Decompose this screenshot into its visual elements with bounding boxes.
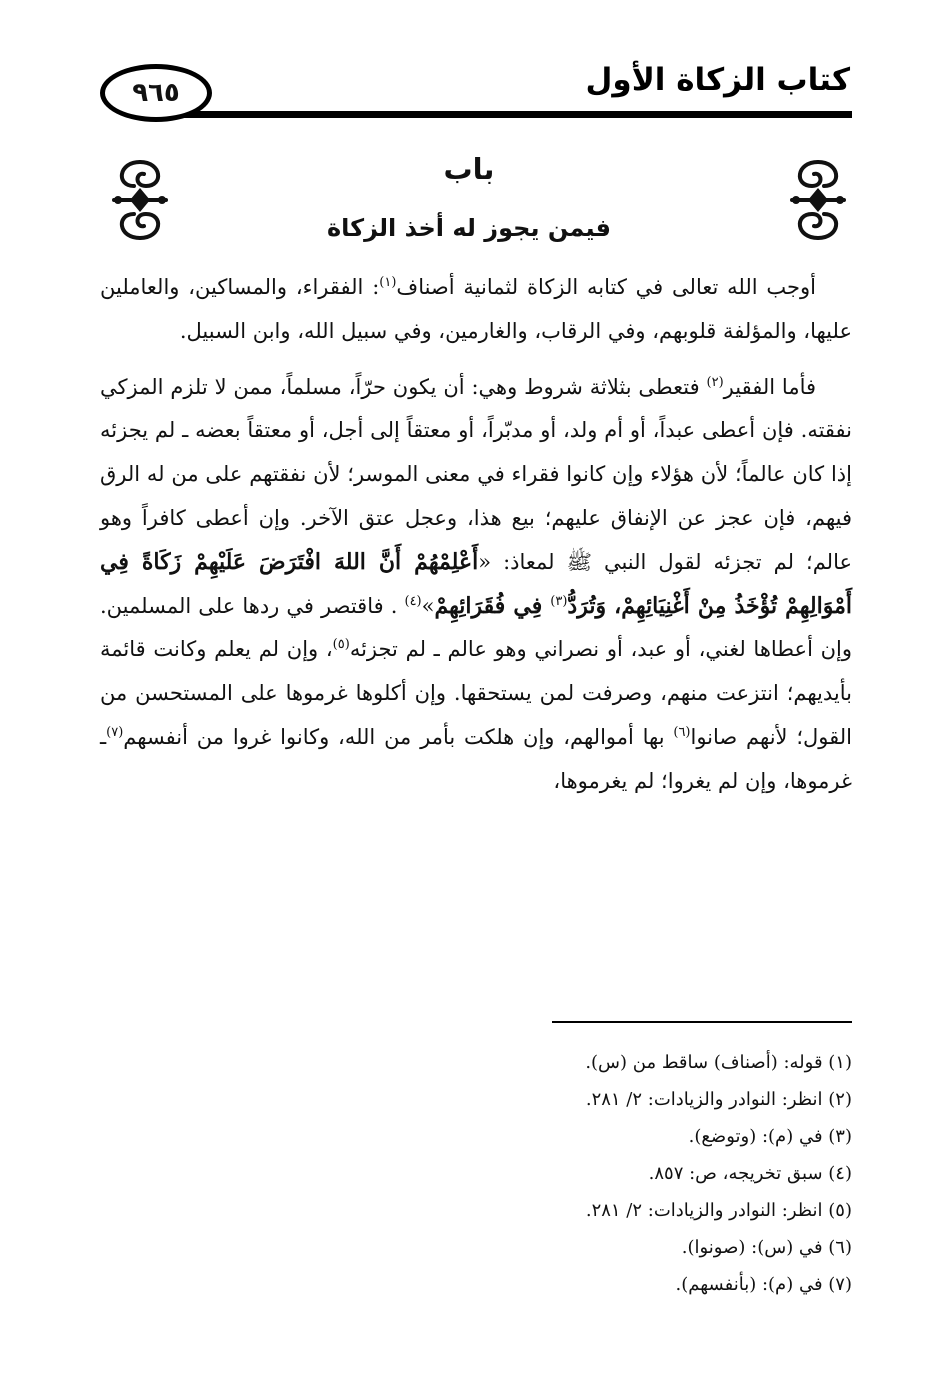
hadith-quote: أَعْلِمْهُمْ أَنَّ اللهَ افْتَرَضَ عَلَيْهِمْ زَكَاةً فِي أَمْوَالِهِمْ تُؤْخَذُ مِنْ أَغْنِيَائِهِمْ، وَتُرَدُّ [100,548,853,619]
footnote-item: (١) قوله: (أصناف) ساقط من (س). [585,1052,852,1073]
chapter-label: باب [443,152,495,186]
text-segment: » [421,593,435,618]
footnote-marker: (٧) [106,724,124,740]
footnote-item: (٣) في (م): (وتوضع). [688,1126,852,1147]
chapter-title: فيمن يجوز له أخذ الزكاة [326,214,612,242]
footnotes-list [372,1044,852,1303]
text-segment: فتعطى بثلاثة شروط وهي: أن يكون حرّاً، مسلماً، ممن لا تلزم المزكي نفقته. فإن أعطى عبداً، أو أم ولد، أو مدبّراً، أو معتقاً إلى أجل، أو معتقاً بعضه ـ لم يجزئه إذا كان عالماً؛ لأن هؤلاء وإن كانوا فقراء في معنى الموسر؛ لأن نفقتهم على من له الرق فيهم، فإن عجز عن الإنفاق عليهم؛ بيع هذا، وعجل عتق الآخر. وإن أعطى كافراً وهو عالم؛ لم تجزئه لقول النبي ﷺ لمعاذ: « [100,374,853,574]
hadith-quote: فِي فُقَرَائِهِمْ [434,592,551,619]
text-segment: فأما الفقير [723,374,817,399]
footnote-item: (٥) انظر: النوادر والزيادات: ٢/ ٢٨١. [585,1200,852,1221]
footnote-marker: (٢) [706,374,724,390]
footnote-marker: (٣) [550,593,568,609]
body-paragraph [100,266,852,354]
footnote-marker: (٤) [404,593,422,609]
footnote-marker: (١) [379,275,397,290]
page-number-badge [100,64,212,122]
text-segment: أوجب الله تعالى في كتابه الزكاة لثمانية أصناف [396,275,816,299]
body-paragraph [100,366,852,804]
header-rule [180,111,852,118]
text-segment: : الفقراء، والمساكين، والعاملين عليها، والمؤلفة قلوبهم، وفي الرقاب، والغارمين، وفي سبيل الله، وابن السبيل. [100,275,852,343]
footnote-marker: (٥) [332,637,350,653]
main-text [100,266,852,804]
footnote-marker: (٦) [673,724,691,740]
text-segment: بها أموالهم، وإن هلكت بأمر من الله، وكانوا غروا من أنفسهم [123,724,674,749]
text-segment: ـ غرموها، وإن لم يغروا؛ لم يغرموها، [100,724,852,793]
text-segment: . فاقتصر في ردها على المسلمين. وإن أعطاها لغني، أو عبد، أو نصراني وهو عالم ـ لم تجزئه [100,593,852,662]
footnote-separator [552,1021,852,1023]
footnote-item: (٢) انظر: النوادر والزيادات: ٢/ ٢٨١. [585,1089,852,1110]
footnote-item: (٧) في (م): (بأنفسهم). [675,1274,852,1295]
page-number: ٩٦٥ [132,78,180,108]
footnote-item: (٦) في (س): (صونوا). [681,1237,852,1258]
footnote-item: (٤) سبق تخريجه، ص: ٨٥٧. [648,1163,852,1184]
text-segment: ، وإن لم يعلم وكانت قائمة بأيديهم؛ انتزعت منهم، وصرفت لمن يستحقها. وإن أكلوها غرموها على المستحسن من القول؛ لأنهم صانوا [100,637,852,749]
running-header-title: كتاب الزكاة الأول [585,62,850,98]
